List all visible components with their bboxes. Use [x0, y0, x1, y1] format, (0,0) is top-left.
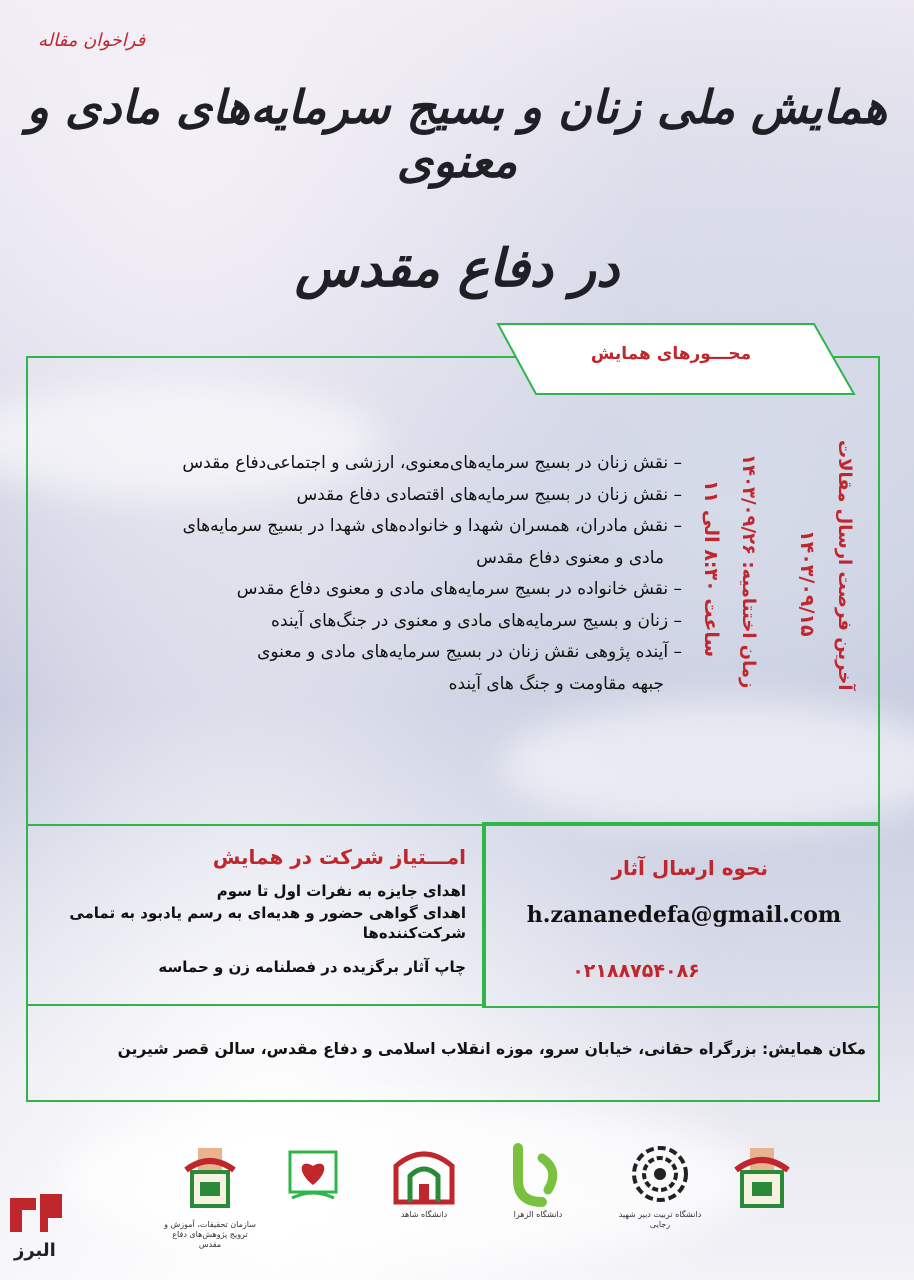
- fist-emblem-icon: [160, 1140, 260, 1220]
- watermark-region: البرز: [14, 1240, 56, 1261]
- perk-item: چاپ آثار برگزیده در فصلنامه زن و حماسه: [158, 958, 466, 976]
- watermark-logo: [6, 1188, 66, 1242]
- topics-list: [22, 448, 682, 700]
- logo-caption: سازمان تحقیقات، آموزش و ترویج پژوهش‌های دفاع مقدس: [164, 1220, 256, 1249]
- topic-item: – نقش خانواده در بسیج سرمایه‌های مادی و معنوی دفاع مقدس: [236, 579, 682, 599]
- closing-time: ساعت ۸:۳۰ الی ۱۱: [700, 480, 722, 658]
- navid-shahed-logo-icon: [6, 1188, 66, 1238]
- perk-item: شرکت‌کننده‌ها: [362, 924, 466, 942]
- deadline-label: آخرین فرصت ارسال مقالات: [834, 440, 855, 691]
- logo-caption: دانشگاه شاهد: [400, 1210, 448, 1219]
- email-link[interactable]: h.zananedefa@gmail.com: [526, 902, 842, 928]
- topic-item: جبهه مقاومت و جنگ های آینده: [448, 673, 664, 694]
- topics-heading: محـــورهای همایش: [590, 344, 752, 364]
- logo-heart-book: [278, 1140, 348, 1210]
- alzahra-logo-icon: [498, 1140, 578, 1210]
- closing-date: زمان اختتامیه: ۱۴۰۳/۰۹/۲۶: [738, 454, 759, 689]
- page-subtitle: در دفاع مقدس: [294, 238, 620, 299]
- phone-number[interactable]: ۰۲۱۸۸۷۵۴۰۸۶: [572, 960, 700, 982]
- logo-caption: دانشگاه تربیت دبیر شهید رجایی: [618, 1210, 702, 1229]
- perk-item: اهدای جایزه به نفرات اول تا سوم: [216, 882, 466, 900]
- page-title: همایش ملی زنان و بسیج سرمایه‌های مادی و معنوی: [26, 80, 888, 188]
- deadline-value: ۱۴۰۳/۰۹/۱۵: [796, 530, 818, 637]
- heart-book-icon: [278, 1140, 348, 1210]
- dates-column: [690, 420, 880, 780]
- logo-shahed-university: [388, 1140, 460, 1220]
- rajaee-emblem-icon: [612, 1140, 708, 1210]
- topic-item: – نقش زنان در بسیج سرمایه‌های اقتصادی دفاع مقدس: [296, 484, 682, 505]
- topics-heading-tab: [496, 322, 856, 396]
- logo-defense-research: [160, 1140, 260, 1250]
- topic-item: – نقش زنان در بسیج سرمایه‌های‌معنوی، ارزشی و اجتماعی‌دفاع مقدس: [182, 453, 682, 473]
- submission-heading: نحوه ارسال آثار: [611, 856, 768, 880]
- call-for-papers-label: فراخوان مقاله: [38, 30, 146, 51]
- perk-item: اهدای گواهی حضور و هدیه‌ای به رسم یادبود به تمامی: [69, 904, 466, 922]
- fist-emblem-icon: [722, 1140, 802, 1216]
- perks-heading: امـــتیاز شرکت در همایش: [212, 845, 466, 869]
- venue-text: مکان همایش: بزرگراه حقانی، خیابان سرو، موزه انقلاب اسلامی و دفاع مقدس، سالن قصر شیرین: [117, 1040, 866, 1058]
- logo-defense-emblem: [722, 1140, 802, 1216]
- topic-item: – نقش مادران، همسران شهدا و خانواده‌های شهدا در بسیج سرمایه‌های: [182, 516, 682, 536]
- topic-item: – آینده پژوهی نقش زنان در بسیج سرمایه‌های مادی و معنوی: [257, 642, 682, 662]
- logo-caption: دانشگاه الزهرا: [513, 1210, 563, 1219]
- topic-item: مادی و معنوی دفاع مقدس: [476, 547, 664, 568]
- logo-alzahra-university: [498, 1140, 578, 1220]
- mosque-building-icon: [388, 1140, 460, 1210]
- logo-rajaee-university: [612, 1140, 708, 1230]
- topic-item: – زنان و بسیج سرمایه‌های مادی و معنوی در جنگ‌های آینده: [271, 610, 682, 631]
